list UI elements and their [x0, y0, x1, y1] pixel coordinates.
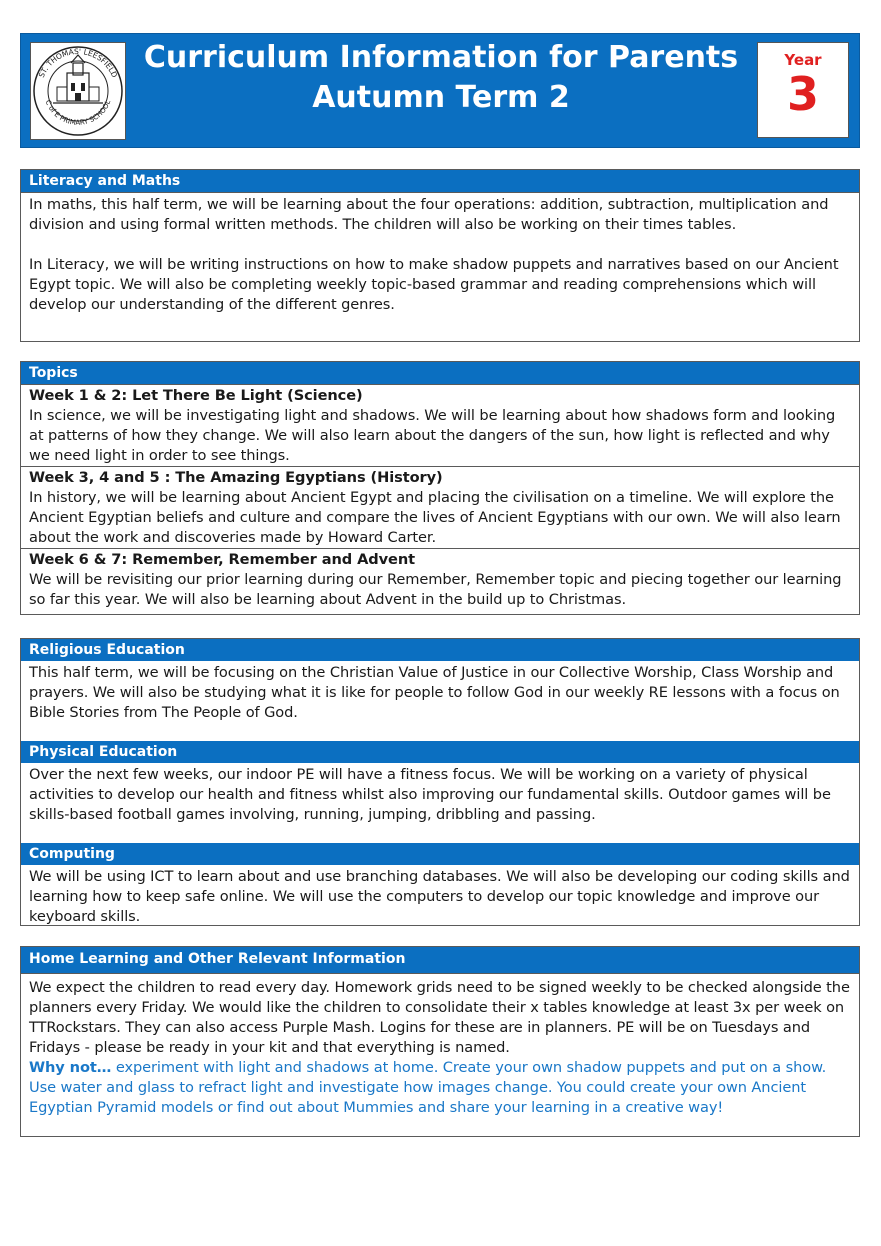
subjects-section — [20, 638, 860, 926]
topic-text: In science, we will be investigating light and shadows. We will be learning about how shadows form and looking at patterns of how they change. We will also learn about the dangers of the sun, how light is reflected and why we need light in order to see things. — [29, 407, 836, 464]
school-crest-icon — [31, 43, 125, 139]
literacy-para-2: In Literacy, we will be writing instructions on how to make shadow puppets and narratives based on our Ancient Egypt topic. We will also be completing weekly topic-based grammar and reading comprehensions which will develop our understanding of the different genres. — [29, 256, 839, 313]
literacy-heading: Literacy and Maths — [21, 170, 859, 192]
topic-block — [21, 384, 859, 466]
year-number: 3 — [786, 67, 819, 121]
topic-text: In history, we will be learning about Ancient Egypt and placing the civilisation on a timeline. We will explore the Ancient Egyptian beliefs and culture and compare the lives of Ancient Egyptians with our own. We will also learn about the work and discoveries made by Howard Carter. — [29, 489, 841, 546]
topics-list — [21, 384, 859, 610]
why-not-body: experiment with light and shadows at home. Create your own shadow puppets and put on a show. Use water and glass to refract light and investigate how images change. You could create your own Ancient Egyptian Pyramid models or find out about Mummies and share your learning in a creative way! — [29, 1059, 827, 1116]
home-body — [21, 973, 859, 1118]
computing-heading: Computing — [21, 843, 859, 865]
why-not-text — [29, 1058, 851, 1118]
page-header — [20, 33, 860, 148]
year-label: Year — [784, 51, 822, 69]
literacy-para-1: In maths, this half term, we will be learning about the four operations: addition, subtraction, multiplication and division and using formal written methods. The children will also be working on their times tables. — [29, 196, 829, 233]
pe-body: Over the next few weeks, our indoor PE will have a fitness focus. We will be working on a variety of physical activities to develop our health and fitness whilst also improving our fundamental skills. Outdoor games will be skills-based football games involving, running, jumping, dribbling and passing. — [29, 766, 831, 823]
title-line-2: Autumn Term 2 — [312, 80, 570, 115]
topic-title: Week 1 & 2: Let There Be Light (Science) — [29, 387, 363, 404]
year-box — [757, 42, 849, 138]
school-logo — [30, 42, 126, 140]
svg-text:C of E PRIMARY SCHOOL: C of E PRIMARY SCHOOL — [43, 98, 113, 127]
page-title — [131, 38, 751, 118]
home-learning-section — [20, 946, 860, 1137]
topics-heading: Topics — [21, 362, 859, 384]
literacy-section — [20, 169, 860, 342]
topic-block — [21, 466, 859, 548]
pe-heading: Physical Education — [21, 741, 859, 763]
topic-block — [21, 548, 859, 610]
re-body: This half term, we will be focusing on the Christian Value of Justice in our Collective Worship, Class Worship and prayers. We will also be studying what it is like for people to follow God in our weekly RE lessons with a focus on Bible Stories from The People of God. — [29, 664, 840, 721]
home-text: We expect the children to read every day. Homework grids need to be signed weekly to be checked alongside the planners every Friday. We would like the children to consolidate their x tables knowledge at least 3x per week on TTRockstars. They can also access Purple Mash. Logins for these are in planners. PE will be on Tuesdays and Fridays - please be ready in your kit and that everything is named. — [29, 979, 850, 1056]
topic-text: We will be revisiting our prior learning during our Remember, Remember topic and piecing together our learning so far this year. We will also be learning about Advent in the build up to Christmas. — [29, 571, 842, 608]
literacy-body — [21, 192, 859, 315]
why-not-label: Why not… — [29, 1059, 112, 1076]
topic-title: Week 6 & 7: Remember, Remember and Advent — [29, 551, 415, 568]
title-line-1: Curriculum Information for Parents — [143, 40, 739, 75]
home-heading: Home Learning and Other Relevant Information — [21, 947, 859, 973]
re-heading: Religious Education — [21, 639, 859, 661]
topic-title: Week 3, 4 and 5 : The Amazing Egyptians (History) — [29, 469, 443, 486]
svg-text:ST. THOMAS' LEESFIELD: ST. THOMAS' LEESFIELD — [36, 46, 120, 80]
computing-body: We will be using ICT to learn about and use branching databases. We will also be developing our coding skills and learning how to keep safe online. We will use the computers to develop our topic knowledge and improve our keyboard skills. — [29, 868, 850, 925]
topics-section — [20, 361, 860, 615]
